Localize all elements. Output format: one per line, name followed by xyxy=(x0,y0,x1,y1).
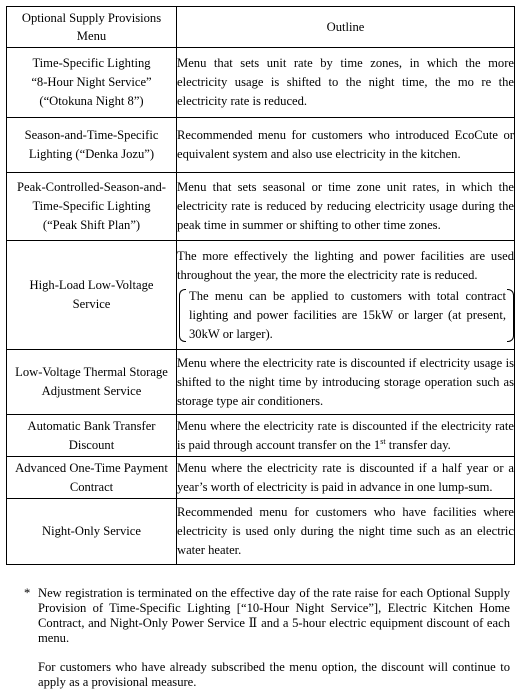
menu-line: Adjustment Service xyxy=(41,384,142,398)
header-outline: Outline xyxy=(177,7,515,48)
menu-line: Night-Only Service xyxy=(42,524,141,538)
outline-cell: Menu where the electricity rate is discounted if electricity usage is shifted to the night time by introducing storage operation such as storage type air conditioners. xyxy=(177,350,515,415)
outline-cell: Recommended menu for customers who have facilities where electricity is used only during the night time such as an electric water heater. xyxy=(177,499,515,565)
outline-text: Menu where the electricity rate is discounted if the electricity rate is paid through account transfer on the 1 xyxy=(177,418,514,452)
menu-line: Service xyxy=(72,297,111,311)
bracketed-note: The menu can be applied to customers with total contract lighting and power facilities are 15kW or larger (at present, 30kW or larger). xyxy=(177,287,514,344)
table-row xyxy=(7,48,515,118)
menu-line: High-Load Low-Voltage xyxy=(29,278,154,292)
outline-text-end: transfer day. xyxy=(385,437,451,452)
menu-line: Discount xyxy=(68,437,115,452)
outline-cell: Menu where the electricity rate is discounted if a half year or a year’s worth of electricity is paid in advance in one lump-sum. xyxy=(177,457,515,499)
footnote-2: For customers who have already subscribed the menu option, the discount will continue to apply as a provisional measure. xyxy=(38,660,510,689)
menu-cell xyxy=(7,415,177,457)
outline-cell: Menu that sets seasonal or time zone unit rates, in which the electricity rate is reduced by reducing electricity usage during the peak time in summer or shifting to other time zones. xyxy=(177,173,515,241)
asterisk-marker: * xyxy=(24,586,31,600)
ordinal-suffix: st xyxy=(380,436,386,446)
table-row xyxy=(7,173,515,241)
table-row xyxy=(7,118,515,173)
supply-provisions-table xyxy=(6,6,515,565)
menu-line: (“Otokuna Night 8”) xyxy=(39,94,144,108)
table-row xyxy=(7,241,515,350)
table-row xyxy=(7,499,515,565)
menu-line: Advanced One-Time Payment xyxy=(15,460,168,475)
outline-text: The more effectively the lighting and power facilities are used throughout the year, the more the electricity rate is reduced. xyxy=(177,248,514,282)
menu-line: (“Peak Shift Plan”) xyxy=(42,218,141,232)
table-header-row xyxy=(7,7,515,48)
table-row xyxy=(7,350,515,415)
menu-line: Season-and-Time-Specific xyxy=(24,128,159,142)
outline-cell xyxy=(177,415,515,457)
menu-line: Time-Specific Lighting xyxy=(32,56,151,70)
header-menu: Optional Supply Provisions Menu xyxy=(7,7,177,48)
menu-cell xyxy=(7,118,177,173)
outline-cell: Menu that sets unit rate by time zones, in which the more electricity usage is shifted to the night time, the mo re the electricity rate is reduced. xyxy=(177,48,515,118)
menu-line: “8-Hour Night Service” xyxy=(31,75,152,89)
menu-cell xyxy=(7,499,177,565)
menu-cell xyxy=(7,241,177,350)
menu-line: Contract xyxy=(69,479,114,494)
table-row xyxy=(7,457,515,499)
menu-line: Peak-Controlled-Season-and- xyxy=(17,180,166,194)
menu-line: Time-Specific Lighting xyxy=(32,199,151,213)
footnotes xyxy=(24,586,510,690)
outline-cell: Recommended menu for customers who introduced EcoCute or equivalent system and also use electricity in the kitchen. xyxy=(177,118,515,173)
menu-line: Automatic Bank Transfer xyxy=(27,418,156,433)
menu-cell xyxy=(7,457,177,499)
menu-line: Low-Voltage Thermal Storage xyxy=(15,365,168,379)
menu-line: Lighting (“Denka Jozu”) xyxy=(28,147,155,161)
footnote-1: New registration is terminated on the effective day of the rate raise for each Optional Supply Provision of Time-Specific Lighting [“10-Hour Night Service”], Electric Kitchen Home Contract, and Night-Only Power Service Ⅱ and a 5-hour electric equipment discount of each menu. xyxy=(38,586,510,645)
outline-cell xyxy=(177,241,515,350)
menu-cell xyxy=(7,173,177,241)
menu-cell xyxy=(7,48,177,118)
table-row xyxy=(7,415,515,457)
menu-cell xyxy=(7,350,177,415)
